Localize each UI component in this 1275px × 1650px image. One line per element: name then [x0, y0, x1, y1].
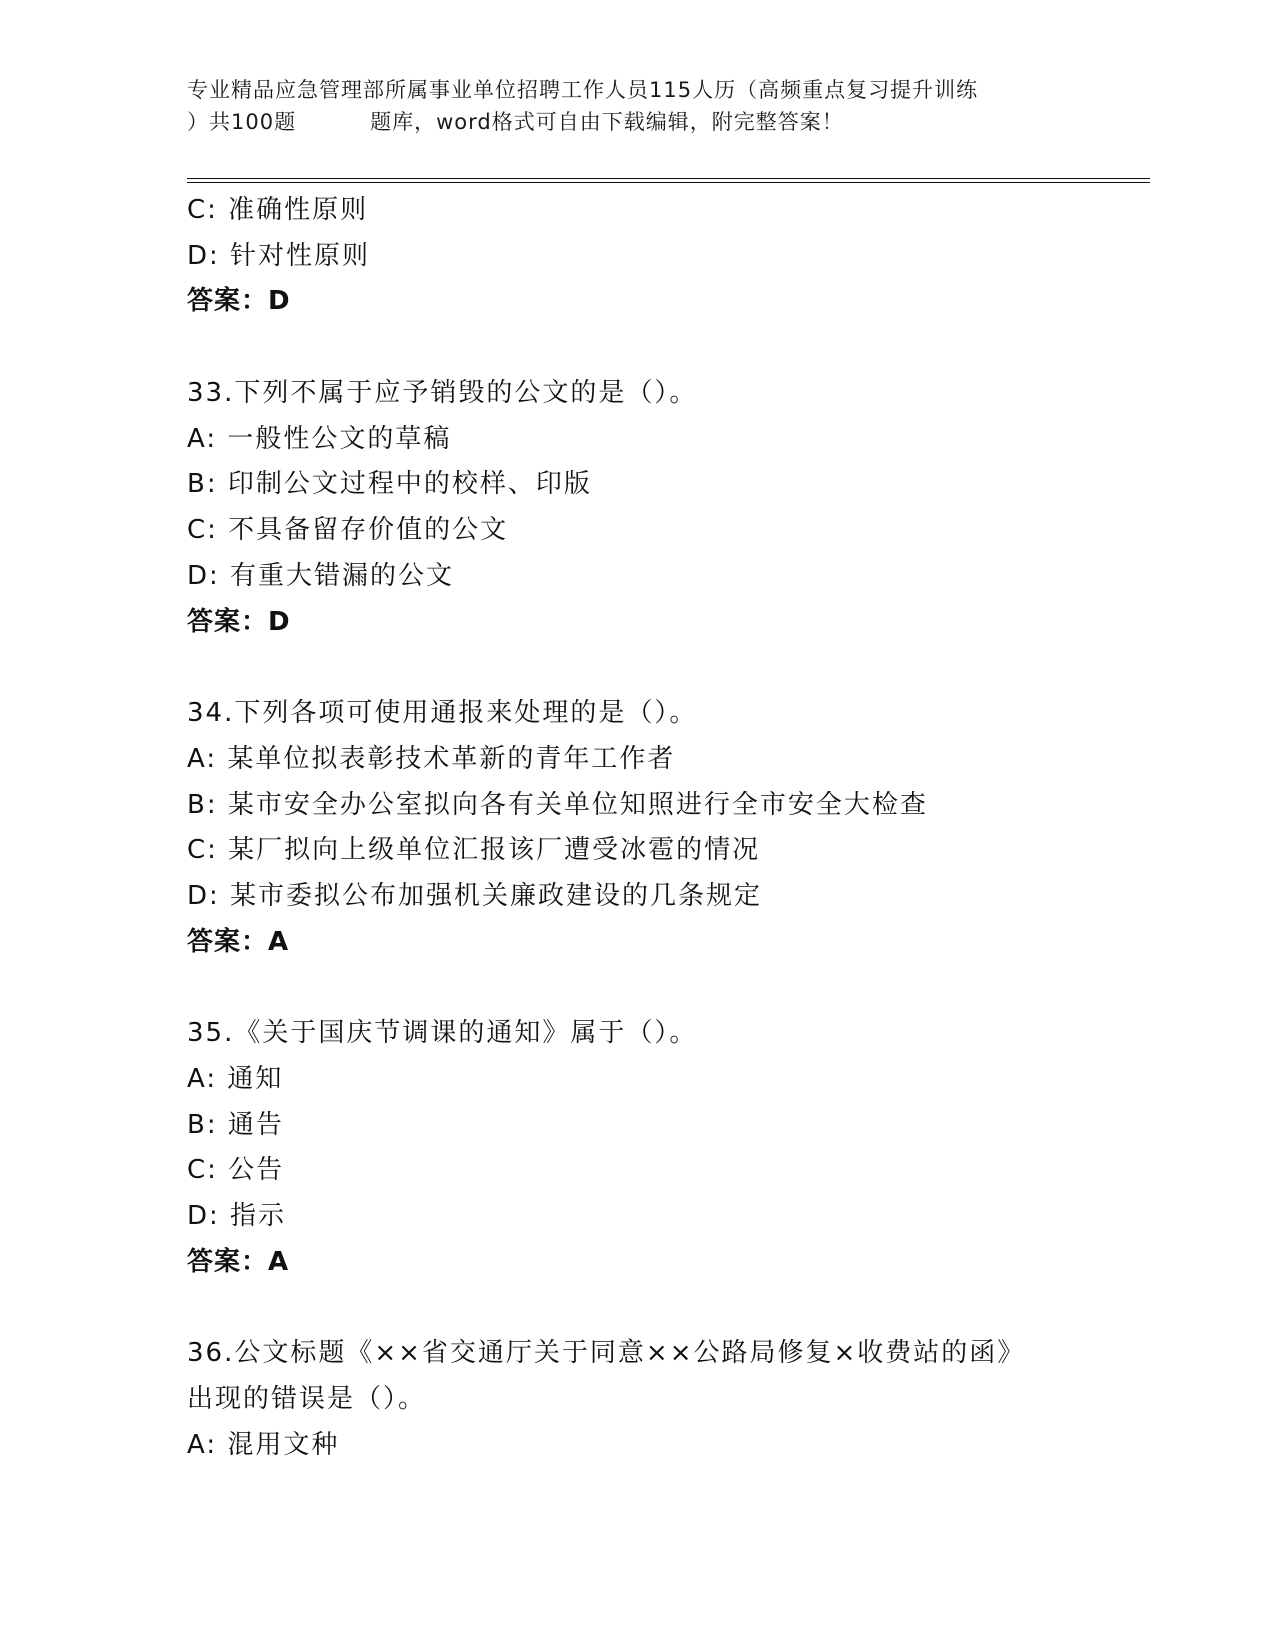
question-block-35 [187, 1011, 1147, 1285]
question-block-continued [187, 188, 1147, 325]
answer-line: 答案：A [187, 926, 290, 957]
question-list [187, 188, 1147, 1469]
option-b: B: 通告 [187, 1109, 284, 1140]
option-c: C: 公告 [187, 1155, 285, 1186]
option-c: C: 某厂拟向上级单位汇报该厂遭受冰雹的情况 [187, 835, 761, 866]
option-d: D: 有重大错漏的公文 [187, 560, 455, 591]
option-a: A: 通知 [187, 1064, 284, 1094]
option-d: D: 针对性原则 [187, 240, 371, 271]
question-stem: 34.下列各项可使用通报来处理的是（）。 [187, 698, 698, 729]
option-a: A: 一般性公文的草稿 [187, 423, 452, 454]
question-block-33 [187, 371, 1147, 645]
answer-line: 答案：D [187, 606, 291, 637]
question-block-36 [187, 1331, 1147, 1468]
question-stem: 35.《关于国庆节调课的通知》属于（）。 [187, 1018, 698, 1049]
question-stem-line-1: 36.公文标题《××省交通厅关于同意××公路局修复×收费站的函》 [187, 1338, 1026, 1369]
header-divider-top [187, 178, 1150, 179]
option-d: D: 指示 [187, 1201, 287, 1232]
option-c: C: 准确性原则 [187, 195, 369, 225]
document-header [187, 74, 1087, 138]
option-b: B: 印制公文过程中的校样、印版 [187, 469, 592, 500]
option-a: A: 某单位拟表彰技术革新的青年工作者 [187, 743, 676, 774]
question-stem-line-2: 出现的错误是（）。 [187, 1384, 427, 1415]
option-c: C: 不具备留存价值的公文 [187, 515, 509, 546]
answer-line: 答案：A [187, 1246, 290, 1277]
question-stem: 33.下列不属于应予销毁的公文的是（）。 [187, 378, 698, 409]
header-title-line-2-right: 题库，word格式可自由下载编辑，附完整答案！ [370, 110, 844, 134]
header-title-line-1: 专业精品应急管理部所属事业单位招聘工作人员115人历（高频重点复习提升训练 [187, 78, 979, 102]
option-d: D: 某市委拟公布加强机关廉政建设的几条规定 [187, 880, 763, 911]
option-a: A: 混用文种 [187, 1429, 340, 1460]
header-divider-bottom [187, 182, 1150, 183]
option-b: B: 某市安全办公室拟向各有关单位知照进行全市安全大检查 [187, 789, 928, 820]
header-title-line-2-left: ）共100题 [187, 110, 297, 134]
header-title-line-2 [187, 106, 1087, 138]
question-block-34 [187, 691, 1147, 965]
answer-line: 答案：D [187, 286, 291, 317]
